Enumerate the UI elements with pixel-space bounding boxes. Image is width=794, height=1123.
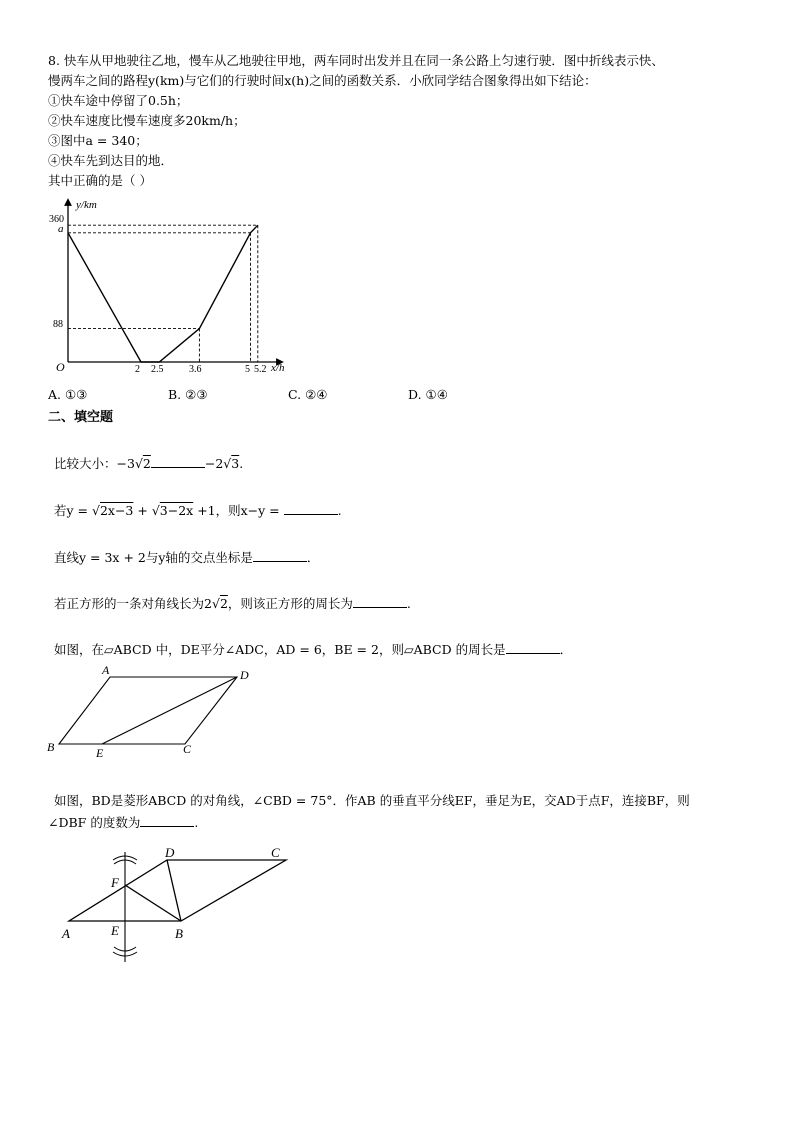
fill-q6-line2: ∠DBF 的度数为 . [48, 815, 199, 830]
point-c: C [271, 845, 280, 860]
q8-conclusion-3: ③图中a = 340； [48, 133, 148, 148]
origin-label: O [56, 360, 65, 374]
fill-q5: 如图，在▱ABCD 中，DE平分∠ADC，AD = 6，BE = 2，则▱ABCD 的周长是 ． [54, 642, 573, 657]
answer-blank[interactable] [253, 549, 307, 562]
fill-q6-line1: 如图，BD是菱形ABCD 的对角线，∠CBD = 75°．作AB 的垂直平分线EF，垂足为E，交AD于点F，连接BF，则 [54, 793, 690, 808]
segment-de [102, 677, 237, 744]
x-tick-5.2: 5.2 [254, 364, 267, 375]
option-b: B. ②③ [168, 387, 208, 402]
distance-series-line [68, 225, 258, 362]
point-b: B [175, 926, 183, 941]
q8-question: 其中正确的是（ ） [48, 173, 152, 188]
y-tick-360: 360 [49, 214, 64, 225]
q8-line2: 慢两车之间的路程y(km)与它们的行驶时间x(h)之间的函数关系．小欣同学结合图象得出如下结论： [48, 73, 597, 88]
fill-q2: 若y = √2x−3 + √3−2x +1，则x−y = . [54, 503, 342, 518]
q8-conclusion-2: ②快车速度比慢车速度多20km/h； [48, 113, 246, 128]
y-axis-label: y/km [76, 199, 97, 211]
sqrt-sign: √ [151, 503, 160, 518]
parallelogram-figure [40, 660, 270, 760]
answer-blank[interactable] [353, 595, 407, 608]
option-d: D. ①④ [408, 387, 448, 402]
sqrt-sign: √ [91, 503, 100, 518]
answer-blank[interactable] [506, 641, 560, 654]
parallelogram-abcd [59, 677, 237, 744]
point-d: D [165, 845, 175, 860]
option-a: A. ①③ [48, 387, 88, 402]
answer-blank[interactable] [284, 502, 338, 515]
section-heading: 二、填空题 [48, 410, 114, 425]
rhombus-abcd [69, 860, 286, 921]
point-a: A [102, 663, 110, 677]
option-c: C. ②④ [288, 387, 328, 402]
point-a: A [62, 926, 70, 941]
rhombus-figure [55, 840, 295, 970]
point-e: E [96, 746, 104, 760]
x-tick-3.6: 3.6 [189, 364, 202, 375]
point-c: C [183, 742, 192, 756]
distance-time-graph [40, 194, 300, 379]
q8-conclusion-1: ①快车途中停留了0.5h； [48, 93, 189, 108]
q8-line1: 8. 快车从甲地驶往乙地，慢车从乙地驶往甲地，两车同时出发并且在同一条公路上匀速行驶．图中折线表示快、 [48, 53, 664, 68]
y-tick-88: 88 [53, 319, 63, 330]
y-tick-a: a [58, 223, 64, 235]
point-d: D [240, 668, 249, 682]
point-e: E [111, 923, 119, 938]
sqrt-sign: √ [223, 456, 232, 471]
x-axis-label: x/h [271, 362, 285, 374]
sqrt-sign: √ [211, 596, 220, 611]
x-tick-5: 5 [245, 364, 250, 375]
answer-blank[interactable] [140, 814, 194, 827]
fill-q3: 直线y = 3x + 2与y轴的交点坐标是 ． [54, 550, 320, 565]
answer-blank[interactable] [151, 455, 205, 468]
segment-bf [125, 885, 181, 921]
sqrt-sign: √ [134, 456, 143, 471]
fill-q4: 若正方形的一条对角线长为2√2，则该正方形的周长为 . [54, 596, 411, 611]
q8-conclusion-4: ④快车先到达目的地． [48, 153, 174, 168]
diagonal-bd [167, 860, 181, 921]
x-tick-2.5: 2.5 [151, 364, 164, 375]
fill-q1: 比较大小：−3√2 −2√3. [54, 456, 244, 471]
x-tick-2: 2 [135, 364, 140, 375]
point-f: F [111, 875, 119, 890]
point-b: B [47, 740, 55, 754]
